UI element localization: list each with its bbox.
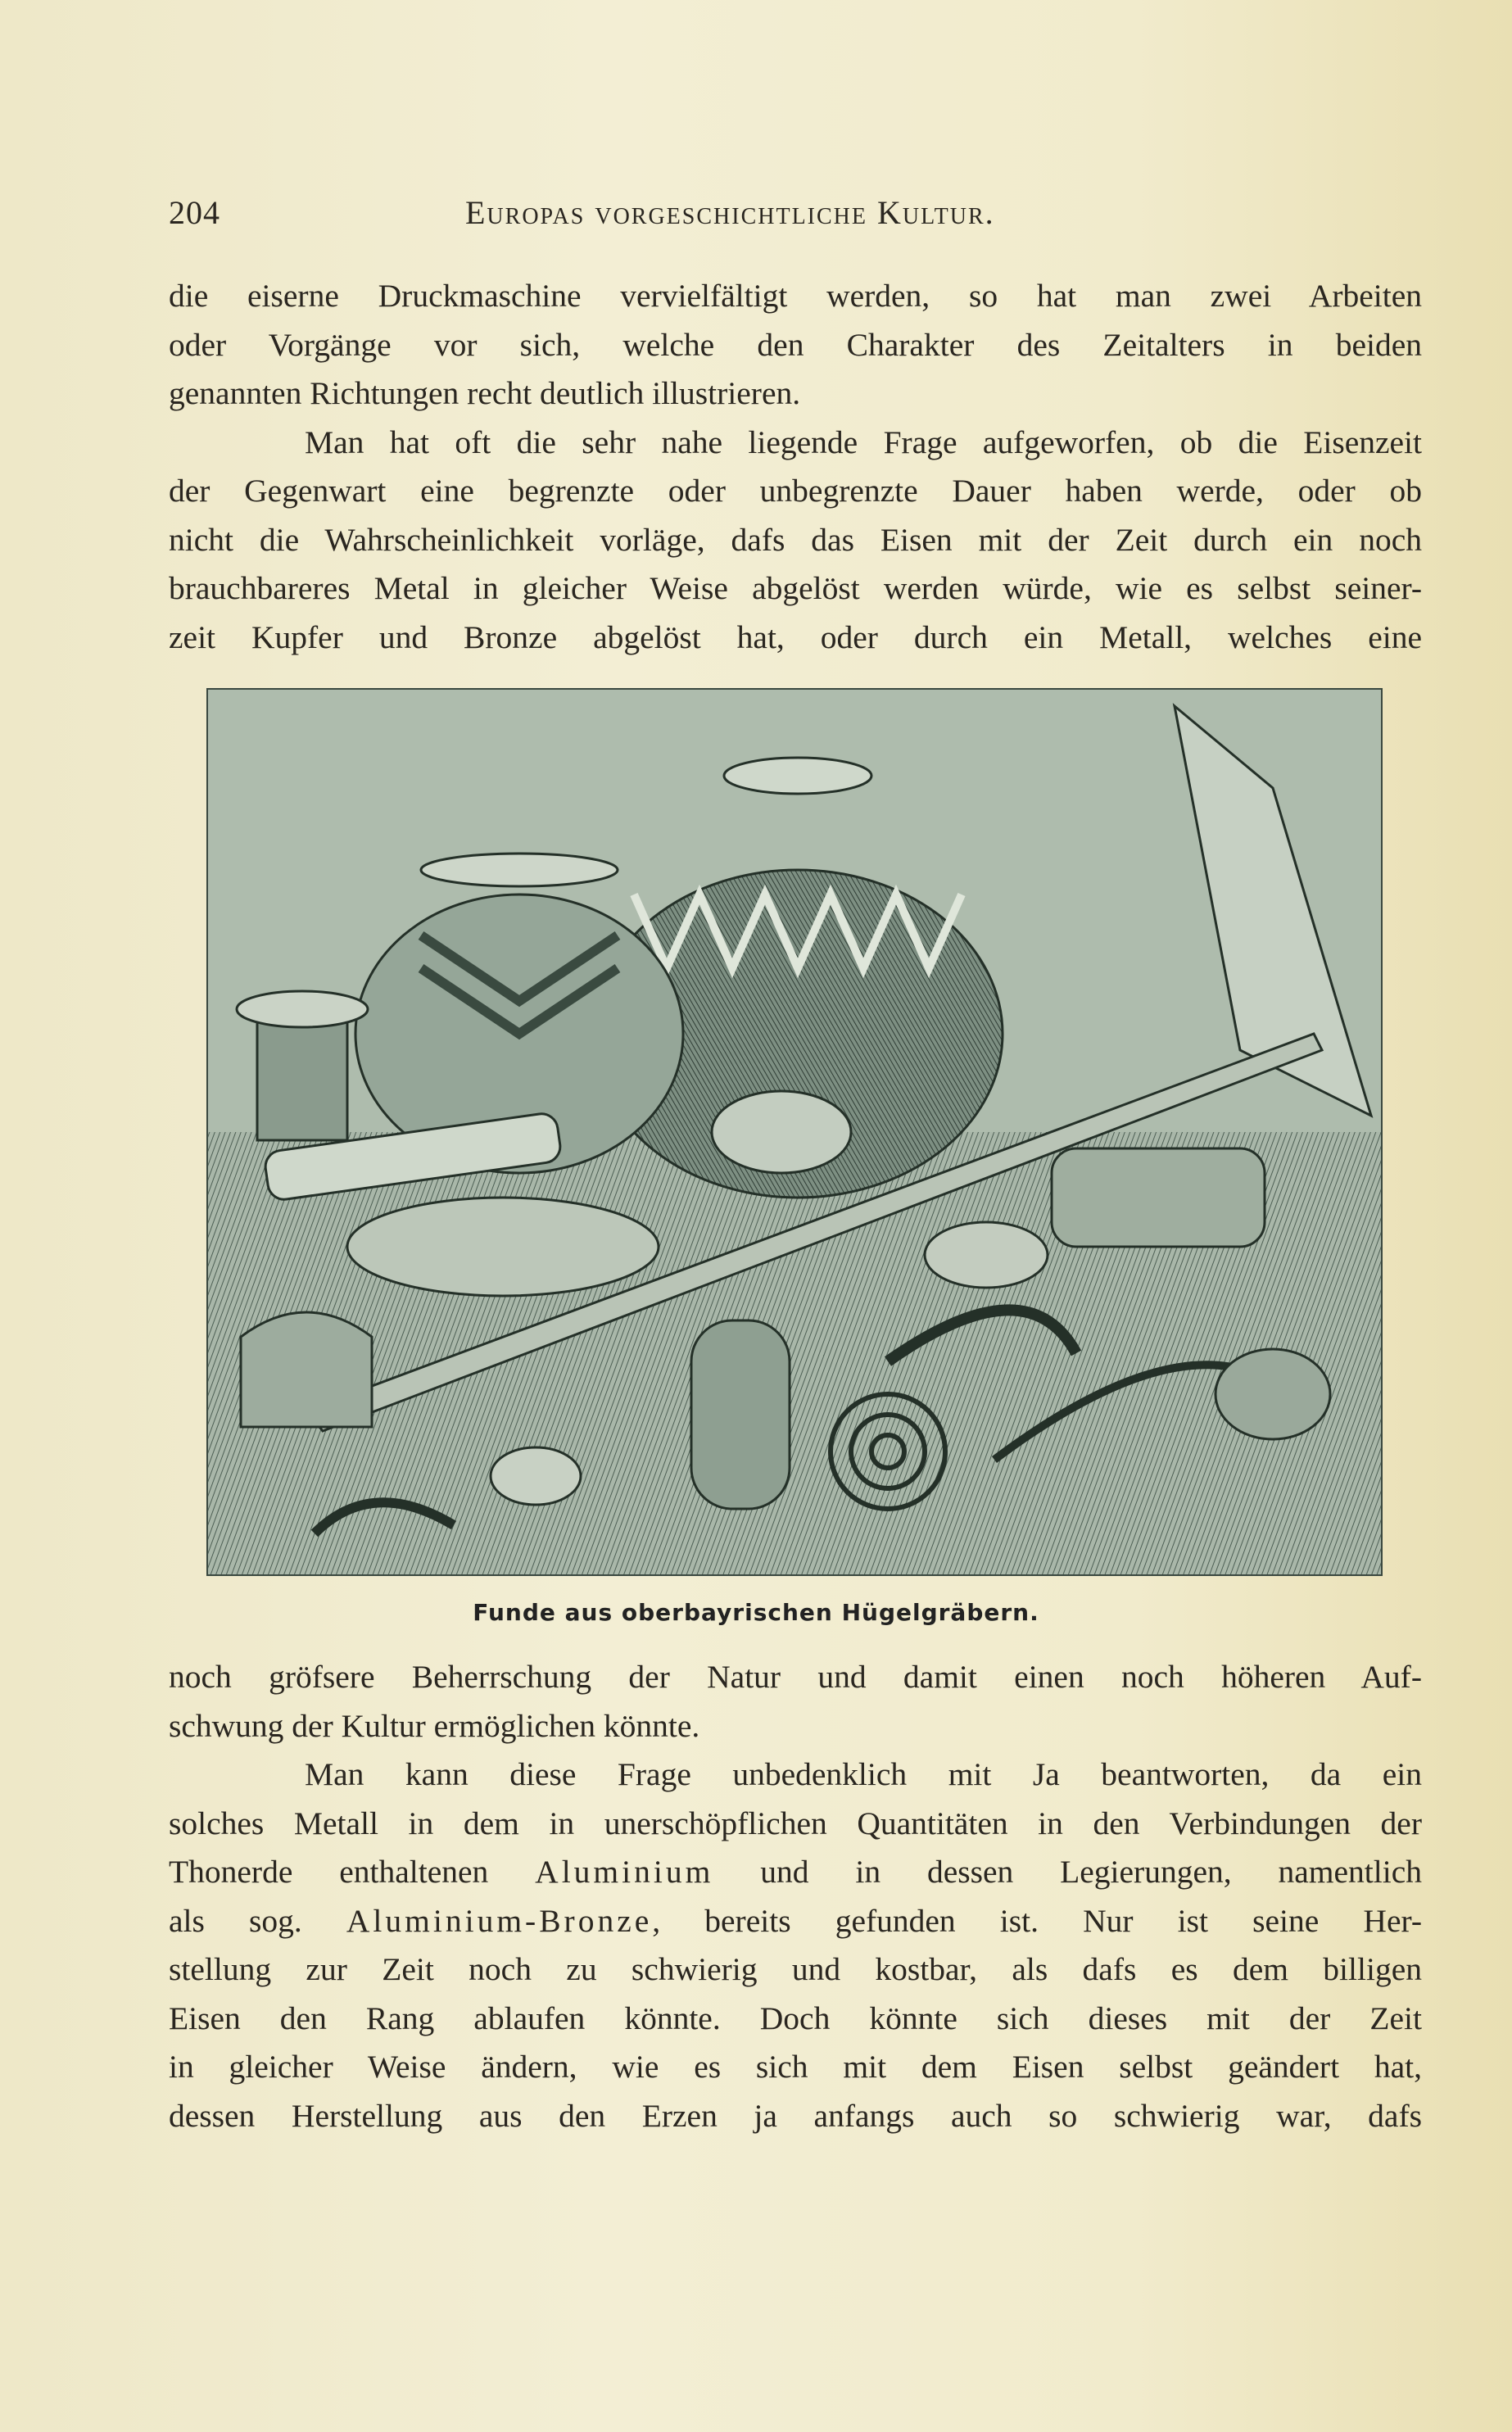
text-line: die eiserne Druckmaschine vervielfältigt werden, so hat man zwei Arbeiten	[169, 278, 1422, 314]
text-line	[169, 1848, 1422, 1897]
text-line: dessen Herstellung aus den Erzen ja anfangs auch so schwierig war, dafs	[169, 2097, 1422, 2134]
text-line: stellung zur Zeit noch zu schwierig und kostbar, als dafs es dem billigen	[169, 1951, 1422, 1987]
text-line	[169, 1897, 1422, 1946]
text-segment: und in dessen Legierungen, namentlich	[713, 1854, 1422, 1890]
text-line: brauchbareres Metal in gleicher Weise abgelöst werden würde, wie es selbst seiner-	[169, 570, 1422, 606]
page-header	[169, 193, 1422, 242]
running-head: Europas vorgeschichtliche Kultur.	[465, 194, 995, 231]
engraving-illustration	[206, 688, 1383, 1576]
figure-caption: Funde aus oberbayrischen Hügelgräbern.	[473, 1599, 1039, 1626]
text-line: nicht die Wahrscheinlichkeit vorläge, dafs das Eisen mit der Zeit durch ein noch	[169, 521, 1422, 558]
text-segment: , bereits gefunden ist. Nur ist seine Her-	[652, 1902, 1422, 1939]
text-segment: Thonerde enthaltenen	[169, 1854, 536, 1890]
text-line: solches Metall in dem in unerschöpflichen Quantitäten in den Verbindungen der	[169, 1805, 1422, 1841]
emphasis-aluminium: Aluminium	[535, 1854, 714, 1890]
text-line: Man hat oft die sehr nahe liegende Frage aufgeworfen, ob die Eisenzeit	[305, 423, 1422, 460]
text-line: Eisen den Rang ablaufen könnte. Doch könnte sich dieses mit der Zeit	[169, 1999, 1422, 2036]
page-number: 204	[169, 194, 220, 231]
text-line: noch gröfsere Beherrschung der Natur und damit einen noch höheren Auf-	[169, 1659, 1422, 1695]
text-line: schwung der Kultur ermöglichen könnte.	[169, 1707, 700, 1744]
text-line: genannten Richtungen recht deutlich illustrieren.	[169, 375, 801, 411]
text-line: zeit Kupfer und Bronze abgelöst hat, oder durch ein Metall, welches eine	[169, 618, 1422, 655]
text-line: Man kann diese Frage unbedenklich mit Ja beantworten, da ein	[305, 1756, 1422, 1792]
text-line: in gleicher Weise ändern, wie es sich mit dem Eisen selbst geändert hat,	[169, 2049, 1422, 2085]
text-line: oder Vorgänge vor sich, welche den Charakter des Zeitalters in beiden	[169, 326, 1422, 363]
text-segment: als sog.	[169, 1902, 346, 1939]
text-block-bottom	[169, 1653, 1422, 2140]
text-line: der Gegenwart eine begrenzte oder unbegrenzte Dauer haben werde, oder ob	[169, 473, 1422, 509]
emphasis-aluminium-bronze: Aluminium-Bronze	[346, 1902, 653, 1939]
text-block-top	[169, 272, 1422, 662]
